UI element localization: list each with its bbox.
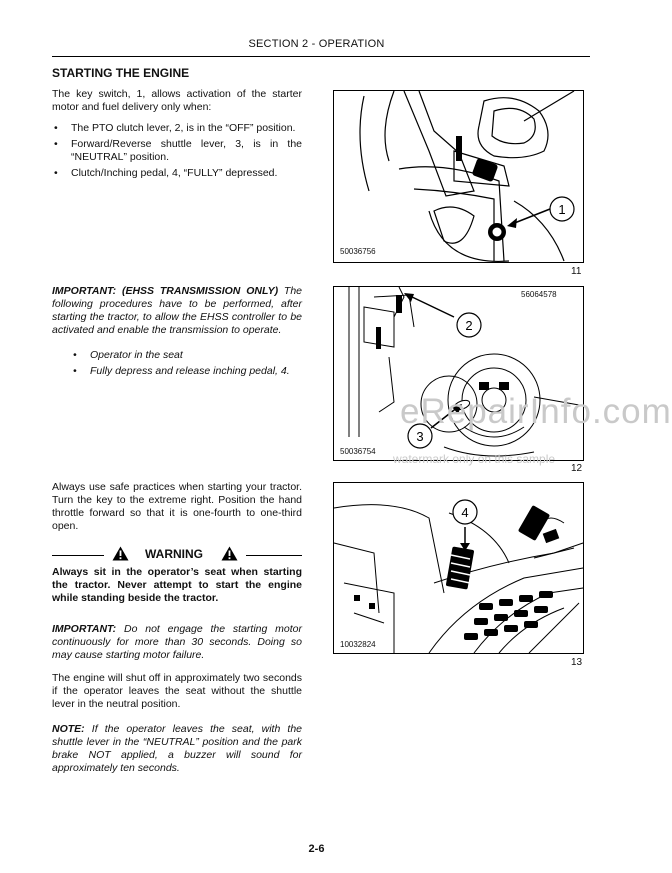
important-ehss [52, 285, 302, 337]
list-item: • Operator in the seat [52, 349, 302, 362]
important-label: IMPORTANT: [52, 623, 117, 635]
list-item: • Forward/Reverse shuttle lever, 3, is in the “NEUTRAL” position. [52, 138, 302, 164]
figure-number: 11 [571, 266, 582, 277]
note-label: NOTE: [52, 723, 85, 735]
conditions-list [52, 122, 302, 183]
svg-text:4: 4 [461, 505, 469, 520]
figure-code: 56064578 [521, 290, 557, 299]
callout-1 [548, 195, 576, 223]
list-item: • Fully depress and release inching pedal, 4. [52, 365, 302, 378]
svg-text:3: 3 [416, 429, 424, 444]
page-heading: STARTING THE ENGINE [52, 66, 190, 80]
watermark-sub: watermark only on this sample [393, 452, 556, 466]
svg-text:2: 2 [465, 318, 473, 333]
figure-code: 10032824 [340, 640, 376, 649]
warning-text: Always sit in the operator’s seat when starting the tractor. Never attempt to start the engine while standing beside the tractor. [52, 566, 302, 604]
figure-code: 50036756 [340, 247, 376, 256]
warning-icon [221, 546, 238, 561]
callout-4 [451, 498, 479, 526]
figure-key-switch [333, 90, 584, 263]
important-text: Do not engage the starting motor continuously for more than 30 seconds. Doing so may cause starting motor failure. [52, 623, 303, 661]
figure-number: 13 [571, 657, 583, 668]
important-label: IMPORTANT: (EHSS TRANSMISSION ONLY) [52, 285, 279, 297]
divider [246, 555, 302, 556]
figure-clutch-pedal [333, 482, 584, 654]
callout-2 [455, 311, 483, 339]
figure-code: 50036754 [340, 447, 376, 456]
floor-mat-grid [464, 591, 553, 640]
note-paragraph [52, 723, 302, 775]
shutoff-paragraph: The engine will shut off in approximately two seconds if the operator leaves the seat without the shuttle lever in the neutral position. [52, 672, 302, 710]
key-switch-illustration [334, 91, 583, 262]
note-text: If the operator leaves the seat, with the shuttle lever in the “NEUTRAL” position and the park brake NOT applied, a buzzer will sound for approximately ten seconds. [52, 723, 302, 774]
header-rule [52, 56, 590, 57]
callout-arrow [404, 293, 414, 302]
figure-number: 12 [571, 463, 583, 474]
list-item: • The PTO clutch lever, 2, is in the “OFF” position. [52, 122, 302, 135]
important-starter [52, 623, 302, 662]
watermark-main: eRepairInfo.com [400, 392, 672, 431]
important-text: The following procedures have to be performed, after starting the tractor, to allow the EHSS controller to be activated and enable the transmission to operate. [52, 285, 303, 336]
intro-paragraph: The key switch, 1, allows activation of the starter motor and fuel delivery only when: [52, 88, 302, 113]
ehss-list [52, 349, 302, 381]
callout-leader [410, 296, 454, 317]
warning-title: WARNING [145, 547, 203, 561]
start-paragraph: Always use safe practices when starting your tractor. Turn the key to the extreme right. Position the hand throttle forward so that it is one-fourth to one-third open. [52, 481, 302, 532]
list-item: • Clutch/Inching pedal, 4, “FULLY” depressed. [52, 167, 302, 180]
key-switch-icon [492, 227, 502, 237]
figure-pto-shuttle [333, 286, 584, 461]
callout-leader [512, 209, 550, 224]
svg-text:1: 1 [558, 202, 566, 217]
divider [52, 555, 104, 556]
callout-arrow [507, 218, 517, 228]
page-number: 2-6 [308, 843, 325, 855]
warning-header [52, 547, 302, 563]
warning-icon [112, 546, 129, 561]
section-header: SECTION 2 - OPERATION [248, 38, 385, 50]
